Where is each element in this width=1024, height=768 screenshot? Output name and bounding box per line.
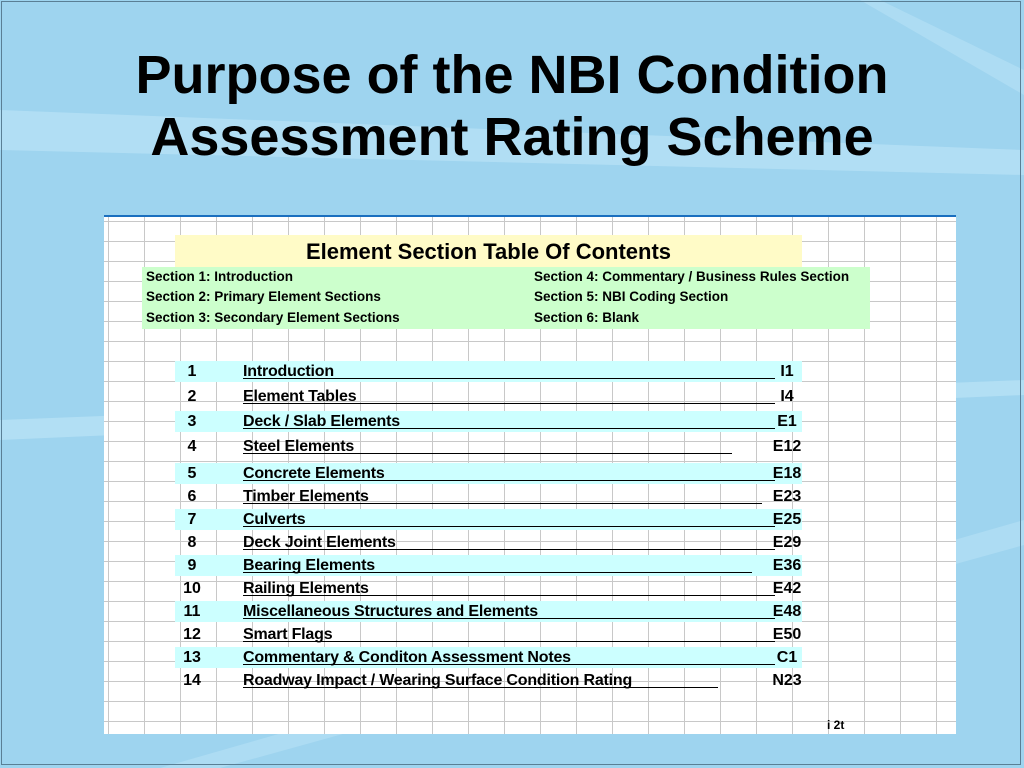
- toc-row: [175, 555, 802, 576]
- toc-row-number: 14: [183, 672, 201, 689]
- toc-row-number: 1: [187, 363, 197, 380]
- toc-row-page: N23: [772, 672, 802, 689]
- toc-row: [175, 532, 802, 553]
- toc-row-page: E50: [772, 626, 802, 643]
- section-list: [142, 267, 870, 329]
- toc-row-number: 13: [183, 649, 201, 666]
- toc-row: [175, 436, 802, 457]
- toc-row-number: 10: [183, 580, 201, 597]
- toc-row: [175, 670, 802, 691]
- toc-row-number: 2: [187, 388, 197, 405]
- toc-row-page: E18: [772, 465, 802, 482]
- toc-row-page: E36: [772, 557, 802, 574]
- toc-row-number: 9: [187, 557, 197, 574]
- section-3-label: Section 3: Secondary Element Sections: [146, 310, 400, 325]
- section-1-label: Section 1: Introduction: [146, 269, 293, 284]
- toc-leader-line: [243, 526, 775, 527]
- toc-row-label: Culverts: [243, 511, 306, 528]
- section-2-label: Section 2: Primary Element Sections: [146, 289, 381, 304]
- title-line-2: Assessment Rating Scheme: [150, 107, 874, 167]
- toc-row-label: Steel Elements: [243, 438, 355, 455]
- toc-row: [175, 601, 802, 622]
- toc-row-page: E12: [772, 438, 802, 455]
- toc-row: [175, 463, 802, 484]
- toc-row-page: E48: [772, 603, 802, 620]
- toc-row-label: Smart Flags: [243, 626, 333, 643]
- toc-row-number: 11: [183, 603, 201, 620]
- toc-row-page: E1: [777, 413, 797, 430]
- toc-row-label: Miscellaneous Structures and Elements: [243, 603, 538, 620]
- toc-row: [175, 361, 802, 382]
- toc-row-label: Bearing Elements: [243, 557, 375, 574]
- toc-row-label: Concrete Elements: [243, 465, 385, 482]
- toc-row-label: Introduction: [243, 363, 334, 380]
- toc-row: [175, 624, 802, 645]
- toc-row-number: 5: [187, 465, 197, 482]
- toc-row: [175, 386, 802, 407]
- title-line-1: Purpose of the NBI Condition: [135, 45, 889, 105]
- toc-row-number: 6: [187, 488, 197, 505]
- toc-row-number: 3: [187, 413, 197, 430]
- toc-row-page: C1: [776, 649, 798, 666]
- toc-row-label: Commentary & Conditon Assessment Notes: [243, 649, 571, 666]
- toc-row-page: E25: [772, 511, 802, 528]
- toc-row-number: 4: [187, 438, 197, 455]
- toc-row-label: Deck Joint Elements: [243, 534, 396, 551]
- section-5-label: Section 5: NBI Coding Section: [534, 289, 729, 304]
- toc-row-label: Roadway Impact / Wearing Surface Condition Rating: [243, 672, 633, 689]
- slide-title: [0, 44, 1024, 168]
- toc-row-number: 8: [187, 534, 197, 551]
- toc-row-number: 12: [183, 626, 201, 643]
- toc-row: [175, 578, 802, 599]
- toc-row-page: E29: [772, 534, 802, 551]
- toc-row-label: Element Tables: [243, 388, 357, 405]
- section-6-label: Section 6: Blank: [534, 310, 640, 325]
- section-4-label: Section 4: Commentary / Business Rules Section: [534, 269, 850, 284]
- toc-row-number: 7: [187, 511, 197, 528]
- toc-row: [175, 647, 802, 668]
- toc-header: Element Section Table Of Contents: [175, 235, 802, 267]
- toc-row-page: I4: [780, 388, 794, 405]
- spreadsheet-image: [104, 215, 956, 734]
- toc-row-label: Timber Elements: [243, 488, 369, 505]
- toc-row-page: E23: [772, 488, 802, 505]
- toc-row-label: Deck / Slab Elements: [243, 413, 400, 430]
- toc-row: [175, 486, 802, 507]
- toc-row-label: Railing Elements: [243, 580, 369, 597]
- page-code: i 2t: [827, 718, 845, 732]
- toc-row-page: E42: [772, 580, 802, 597]
- toc-row: [175, 509, 802, 530]
- toc-row: [175, 411, 802, 432]
- toc-row-page: I1: [780, 363, 794, 380]
